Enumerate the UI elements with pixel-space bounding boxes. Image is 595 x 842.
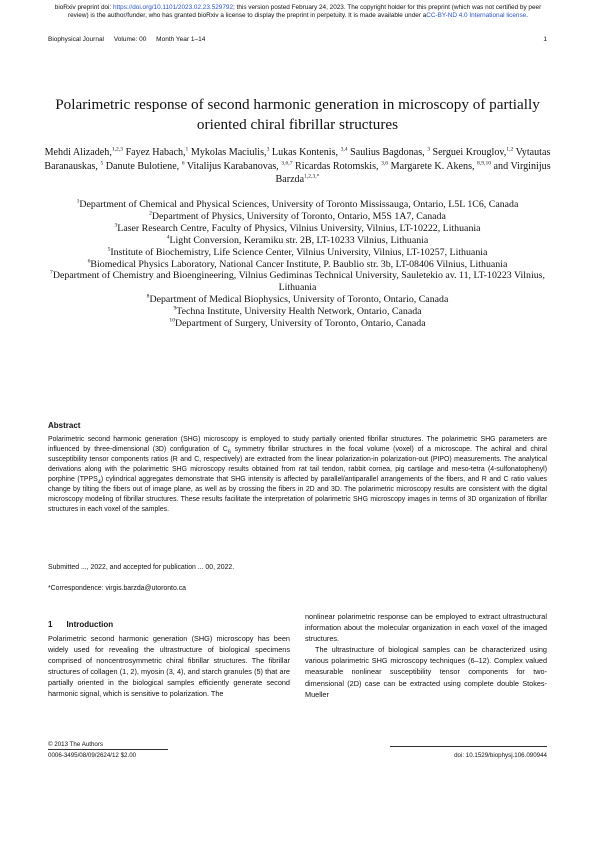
journal-name: Biophysical Journal xyxy=(48,36,105,43)
affiliation-text: Institute of Biochemistry, Life Science Center, Vilnius University, Vilnius, LT-10257, Lithuania xyxy=(110,246,488,258)
affiliation-item xyxy=(40,294,555,306)
affiliation-item xyxy=(40,199,555,211)
affiliation-number: 8 xyxy=(146,293,150,300)
affiliation-item xyxy=(40,318,555,330)
author-list: Mehdi Alizadeh,$^{1,2,3}$ Fayez Habach,$^1$ Mykolas Maciulis,$^3$ Lukas Kontenis, $^{3,4}$ Saulius Bagdonas, $^3$ Serguei Krouglov,$^{1,2}$ Vytautas Baranauskas, $^5$ Danute Bulotiene, $^6$ Vitalijus Karabanovas, $^{3,6,7}$ Ricardas Rotomskis, $^{3,6}$ Margarete K. Akens, $^{8,9,10}$ and Virginijus Barzda$^{1,2,3,*}$ xyxy=(44,146,551,186)
affiliation-item xyxy=(40,259,555,271)
section-number: 1 xyxy=(48,620,53,629)
paragraph: The ultrastructure of biological samples can be characterized using various polarimetric SHG microscopy techniques (6–12). Complex valued measurable nonlinear susceptibility tensor components for two-dimensional (2D) case can be extracted using complete double Stokes-Mueller xyxy=(305,645,547,699)
correspondence-note: *Correspondence: virgis.barzda@utoronto.ca xyxy=(48,585,186,592)
article-doi: doi: 10.1529/biophysj.106.090944 xyxy=(454,752,547,759)
affiliation-number: 6 xyxy=(87,258,91,265)
affiliation-number: 2 xyxy=(149,210,152,217)
copyright-line: © 2013 The Authors xyxy=(48,741,104,748)
issn-line: 0006-3495/08/09/2624/12 $2.00 xyxy=(48,752,137,759)
running-head xyxy=(48,36,547,43)
affiliation-text: Laser Research Centre, Faculty of Physics, Vilnius University, Vilnius, LT-10222, Lithuania xyxy=(117,222,481,234)
affiliation-number: 7 xyxy=(50,270,53,277)
affiliation-text: Department of Physics, University of Toronto, Ontario, M5S 1A7, Canada xyxy=(151,210,446,222)
journal-date-pages: Month Year 1–14 xyxy=(156,36,206,43)
affiliation-number: 10 xyxy=(169,317,175,324)
affiliation-item xyxy=(40,306,555,318)
body-column-left: Polarimetric second harmonic generation (SHG) microscopy has been widely used for revealing the ultrastructure of biological specimens comprised of noncentrosymmetric chiral fibrillar structures. The fibrillar structures of collagen (1, 2), myosin (3, 4), and starch granules (5) that are partially oriented in the biological samples efficiently generate second harmonic signal, which is sensitive to polarization. The xyxy=(48,634,290,699)
affiliation-text: Department of Chemical and Physical Sciences, University of Toronto Mississauga, Ontario, L5L 1C6, Canada xyxy=(79,199,519,210)
affiliation-text: Techna Institute, University Health Network, Ontario, Canada xyxy=(176,306,422,318)
affiliation-item xyxy=(40,211,555,223)
preprint-prefix: bioRxiv preprint doi: xyxy=(54,4,114,11)
affiliation-item xyxy=(40,247,555,259)
affiliation-text: Biomedical Physics Laboratory, National Cancer Institute, P. Baublio str. 3b, LT-08406 Vilnius, Lithuania xyxy=(90,258,508,270)
paper-title: Polarimetric response of second harmonic generation in microscopy of partially oriented chiral fibrillar structures xyxy=(55,96,540,133)
section-title: Introduction xyxy=(66,620,114,629)
abstract-heading: Abstract xyxy=(48,421,81,430)
preprint-suffix: . xyxy=(526,11,529,19)
affiliation-number: 4 xyxy=(166,234,170,241)
preprint-notice xyxy=(44,4,552,20)
submission-note: Submitted ..., 2022, and accepted for publication ... 00, 2022. xyxy=(48,564,235,571)
affiliation-item xyxy=(40,270,555,294)
affiliation-item xyxy=(40,235,555,247)
page-number: 1 xyxy=(543,36,547,43)
body-column-right xyxy=(305,611,547,700)
preprint-doi-link[interactable]: https://doi.org/10.1101/2023.02.23.529792 xyxy=(113,4,234,11)
affiliation-number: 5 xyxy=(107,246,111,253)
abstract-body: Polarimetric second harmonic generation (SHG) microscopy is employed to study partially oriented fibrillar structures. The polarimetric SHG parameters are influenced by three-dimensional (3D) configuration of $C_6$ symmetry fibrillar structures in the focal volume (voxel) of a microscope. The achiral and chiral susceptibility tensor components ratios (R and C, respectively) are extracted from the linear polarization-in polarization-out (PIPO) measurements. The analytical derivations along with the polarimetric SHG microscopy results obtained from rat tail tendon, rabbit cornea, pig cartilage and meso-tetra (4-sulfonatophenyl) porphine $(TPPS_4)$ cylindrical aggregates demonstrate that SHG intensity is affected by parallel/antiparallel arrangements of the fibers, and R and C ratio values change by tilting the fibers out of image plane, as well as by crossing the fibers in 2D and 3D. The polarimetric microscopy results are consistent with the digital microscopy modeling of fibrillar structures. These results facilitate the interpretation of polarimetric SHG microscopy images in terms of 3D organization of fibrillar structures in each voxel of the samples. xyxy=(48,436,547,513)
section-heading xyxy=(48,620,113,629)
journal-volume: Volume: 00 xyxy=(113,36,147,43)
affiliation-item xyxy=(40,223,555,235)
affiliation-text: Department of Medical Biophysics, University of Toronto, Ontario, Canada xyxy=(149,294,449,306)
affiliation-number: 1 xyxy=(76,198,80,205)
affiliation-number: 9 xyxy=(173,305,177,312)
footer-divider xyxy=(48,749,168,750)
affiliation-text: Department of Chemistry and Bioengineering, Vilnius Gediminas Technical University, Sauletekio av. 11, LT-10223 Vilnius, Lithuania xyxy=(52,270,545,294)
affiliation-number: 3 xyxy=(114,222,118,229)
footer-divider xyxy=(390,746,547,747)
affiliation-list xyxy=(40,199,555,330)
affiliation-text: Light Conversion, Keramiku str. 2B, LT-10233 Vilnius, Lithuania xyxy=(169,234,429,246)
preprint-notice-text: ; this version posted February 24, 2023. The copyright holder for this preprint (which was not certified by peer review) is the author/funder, who has granted bioRxiv a license to display the preprint in perpetuity. It is made available under a xyxy=(67,4,542,19)
paragraph: nonlinear polarimetric response can be employed to extract ultrastructural information about the molecular organization in each voxel of the imaged structures. xyxy=(305,612,547,644)
affiliation-text: Department of Surgery, University of Toronto, Ontario, Canada xyxy=(174,318,426,330)
license-link[interactable]: CC-BY-ND 4.0 International license xyxy=(426,11,527,19)
